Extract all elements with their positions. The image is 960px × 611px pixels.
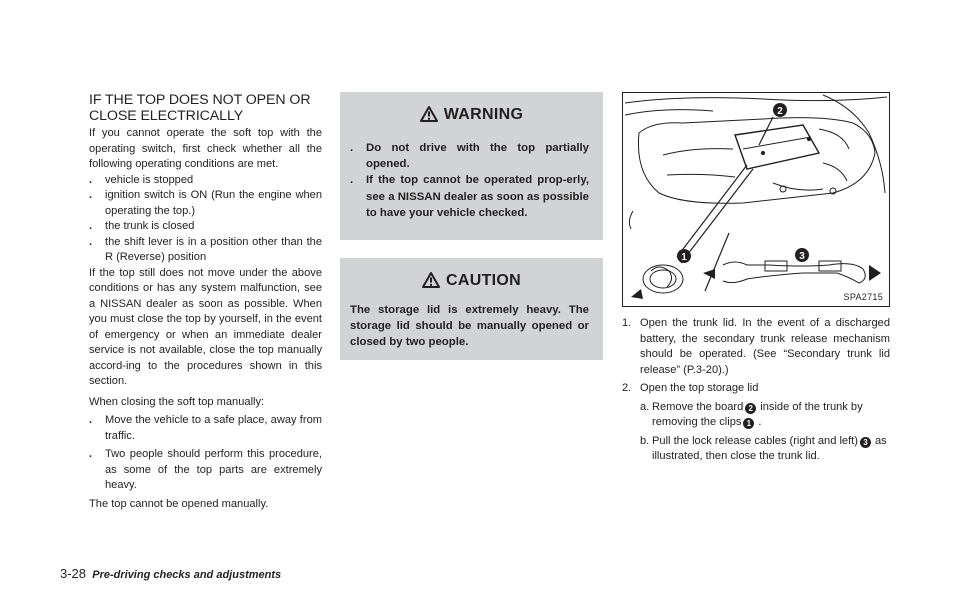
figure-code: SPA2715: [843, 292, 883, 302]
warning-box: [340, 92, 603, 240]
closing-item: . Move the vehicle to a safe place, away from traffic.: [89, 414, 322, 442]
dealer-paragraph: If the top still does not move under the above conditions or has any system malfunction, see a NISSAN dealer as soon as possible. When you must close the top by yourself, in the event of emergency or when an immediate dealer service is not available, close the top manually accord-ing to the procedures shown in this section.: [89, 266, 322, 387]
substep-a: a. Remove the board 2 inside of the trunk by removing the clips 1 .: [640, 400, 863, 428]
caution-box: [340, 258, 603, 360]
warning-triangle-icon: [420, 106, 438, 122]
callout-3: 3: [799, 251, 805, 262]
condition-item: . the trunk is closed: [89, 220, 195, 232]
warning-item: . If the top cannot be operated prop-erly, see a NISSAN dealer as soon as possible to have your vehicle checked.: [350, 174, 589, 219]
section-heading: IF THE TOP DOES NOT OPEN OR CLOSE ELECTRICALLY: [89, 92, 311, 124]
condition-item: . the shift lever is in a position other than the R (Reverse) position: [89, 235, 322, 263]
caution-title: CAUTION: [446, 272, 521, 289]
warning-title: WARNING: [443, 106, 524, 123]
trunk-diagram-image: [623, 93, 889, 306]
page-number: 3-28: [60, 566, 87, 581]
callout-2: 2: [777, 106, 783, 117]
closing-item: . Two people should perform this procedure, as some of the top parts are extremely heavy.: [89, 448, 322, 491]
step-1: 1. Open the trunk lid. In the event of a discharged battery, the secondary trunk release mechanism should be operated. (See “Secondary trunk lid release” (P.3-20).): [622, 317, 890, 376]
page-footer: [60, 566, 281, 581]
condition-item: . vehicle is stopped: [89, 173, 194, 186]
substep-b: b. Pull the lock release cables (right and left) 3 as illustrated, then close the trunk lid.: [640, 434, 887, 462]
intro-paragraph: If you cannot operate the soft top with the operating switch, first check whether all the following operating conditions are met.: [89, 127, 322, 170]
final-note: The top cannot be opened manually.: [89, 497, 269, 510]
callout-1-ref: 1: [743, 418, 754, 429]
condition-item: . ignition switch is ON (Run the engine when operating the top.): [89, 189, 322, 217]
warning-item: . Do not drive with the top partially opened.: [350, 142, 589, 171]
callout-2-ref: 2: [745, 403, 756, 414]
caution-text: The storage lid is extremely heavy. The storage lid should be manually opened or closed by two people.: [350, 304, 589, 349]
section-title: Pre-driving checks and adjustments: [92, 569, 282, 581]
caution-triangle-icon: [422, 272, 440, 288]
callout-3-ref: 3: [860, 437, 871, 448]
callout-1: 1: [681, 252, 687, 263]
trunk-illustration: [622, 92, 890, 307]
step-2: 2. Open the top storage lid: [622, 382, 759, 394]
when-closing-text: When closing the soft top manually:: [89, 395, 265, 408]
